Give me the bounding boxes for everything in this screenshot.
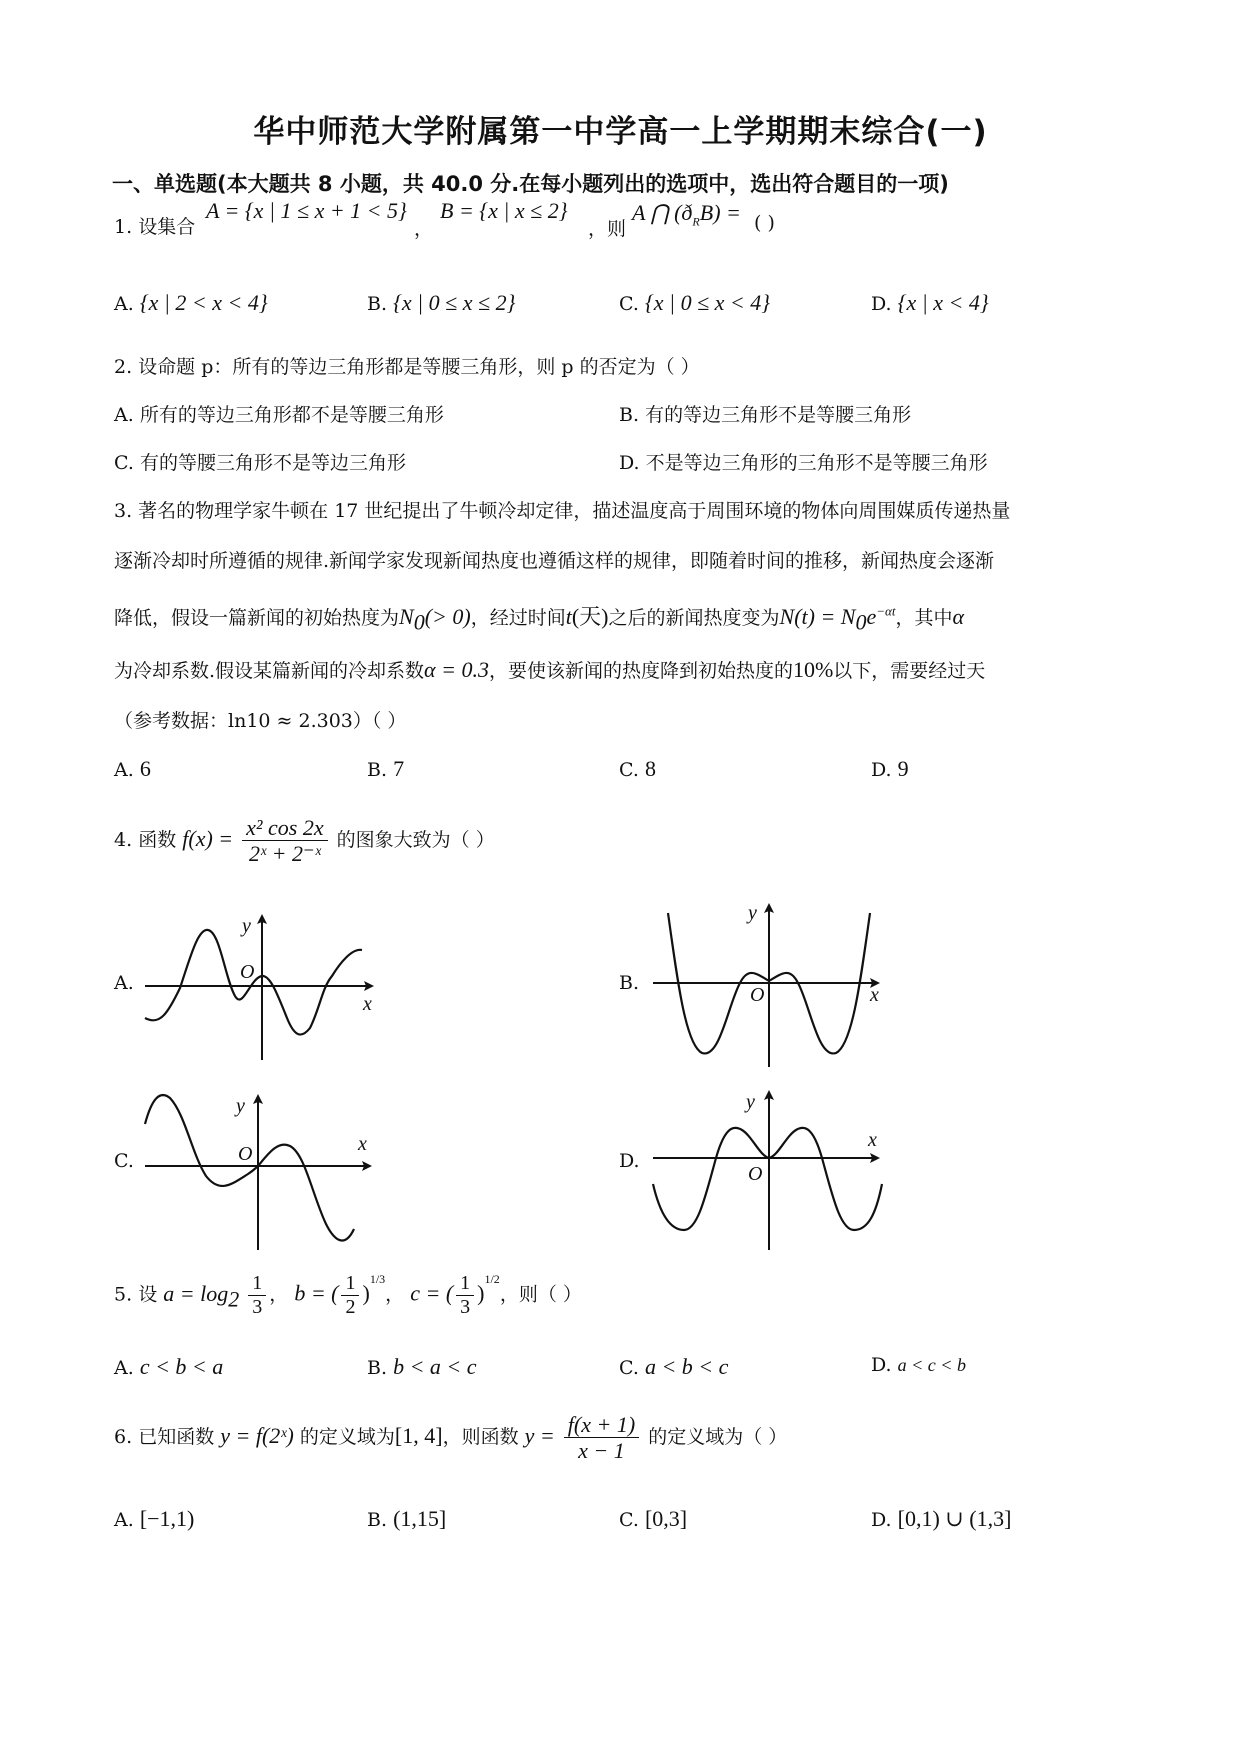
q3-option-a: A. 6 (114, 756, 151, 781)
question-4-stem: 4. 函数 f(x) = $\frac{\text{x² cos 2x}}{\text{2ˣ + 2⁻ˣ}}$ 的图象大致为（ ） (114, 815, 495, 867)
question-3-line-1: 3. 著名的物理学家牛顿在 17 世纪提出了牛顿冷却定律，描述温度高于周围环境的物体向周围媒质传递热量 (114, 500, 1011, 522)
q1-option-c: C. {x | 0 ≤ x < 4} (619, 290, 771, 315)
q2-option-c: C. 有的等腰三角形不是等边三角形 (114, 452, 406, 474)
y-label: y (242, 915, 251, 937)
question-1-stem (114, 212, 195, 239)
b-definition: b = ( (294, 1280, 339, 1306)
question-6-stem: 6. 已知函数 y = f(2ˣ) 的定义域为[1, 4]，则函数 y = $\frac{f(x + 1)}{x - 1}$ 的定义域为（ ） (114, 1412, 788, 1464)
a-fraction: $\frac{1}{3}$ (248, 1272, 266, 1319)
graph-b-label: B. (619, 972, 640, 994)
y-label: y (746, 1091, 755, 1113)
question-5-stem: 5. 设 $a = \log_2$ $\frac{1}{3}$ ， b = ( $\frac{1}{2}$ )$^{1/3}$， c = ( $\frac{1}{3}$ )$^{1/2}$，则（ ） (114, 1272, 582, 1318)
complement-expression: A ⋂ $(ð_RB)$ = (632, 200, 741, 229)
x-label: x (363, 993, 372, 1015)
graph-a (140, 908, 380, 1068)
origin-label: O (748, 1163, 763, 1185)
question-3-line-3: 降低，假设一篇新闻的初始热度为$N_0(> 0)$，经过时间t(天)之后的新闻热度变为$N(t) = N_0e^{-\alpha t}$，其中α (114, 603, 965, 635)
q6-option-c: C. [0,3] (619, 1506, 688, 1531)
origin-label: O (238, 1143, 253, 1165)
a-definition: $a = \log_2$ (163, 1280, 240, 1311)
graph-a-label: A. (114, 972, 134, 994)
answer-paren: ( ) (754, 212, 775, 234)
q5-option-c: C. a < b < c (619, 1354, 729, 1379)
q2-option-d: D. 不是等边三角形的三角形不是等腰三角形 (619, 452, 988, 474)
q6-option-a: A. [−1,1) (114, 1506, 195, 1531)
page-title: 华中师范大学附属第一中学高一上学期期末综合(一) (253, 114, 988, 150)
x-label: x (358, 1133, 367, 1155)
set-b-expression: B = {x | x ≤ 2} (440, 198, 568, 223)
y-label: y (748, 902, 757, 924)
question-2-stem: 2. 设命题 p：所有的等边三角形都是等腰三角形，则 p 的否定为（ ） (114, 356, 700, 378)
b-fraction: $\frac{1}{2}$ (341, 1272, 359, 1319)
question-text: 设集合 (138, 216, 196, 238)
q3-option-d: D. 9 (871, 756, 909, 781)
graph-b (648, 895, 888, 1070)
q5-option-d: D. a < c < b (871, 1354, 966, 1376)
q3-option-b: B. 7 (367, 756, 405, 781)
y-label: y (236, 1095, 245, 1117)
graph-d-curve (653, 1128, 882, 1230)
q5-option-b: B. b < a < c (367, 1354, 477, 1379)
origin-label: O (240, 961, 255, 983)
q4-fraction: $\frac{\text{x² cos 2x}}{\text{2ˣ + 2⁻ˣ}}$ (242, 815, 327, 867)
origin-label: O (750, 984, 765, 1006)
q5-option-a: A. c < b < a (114, 1354, 224, 1379)
comma: ， (414, 218, 434, 240)
then-text: ，则 (588, 218, 627, 240)
q3-option-c: C. 8 (619, 756, 656, 781)
graph-d-label: D. (619, 1150, 640, 1172)
set-a-expression: A = {x | 1 ≤ x + 1 < 5} (206, 198, 407, 223)
question-number: 1. (114, 216, 133, 238)
graph-c-label: C. (114, 1150, 134, 1172)
q1-option-d: D. {x | x < 4} (871, 290, 989, 315)
graph-c (140, 1084, 380, 1254)
q6-fraction: $\frac{f(x + 1)}{x - 1}$ (564, 1412, 639, 1464)
question-3-line-2: 逐渐冷却时所遵循的规律.新闻学家发现新闻热度也遵循这样的规律，即随着时间的推移，新闻热度会逐渐 (114, 550, 995, 572)
question-3-line-5: （参考数据：ln10 ≈ 2.303）（ ） (114, 710, 407, 732)
x-label: x (870, 984, 879, 1006)
q6-option-d: D. [0,1) ∪ (1,3] (871, 1506, 1012, 1531)
q2-option-a: A. 所有的等边三角形都不是等腰三角形 (114, 404, 444, 426)
q1-option-a: A. {x | 2 < x < 4} (114, 290, 268, 315)
section-heading: 一、单选题(本大题共 8 小题，共 40.0 分.在每小题列出的选项中，选出符合题目的一项) (112, 172, 949, 196)
graph-d (648, 1084, 888, 1254)
c-fraction: $\frac{1}{3}$ (456, 1272, 474, 1319)
q6-option-b: B. (1,15] (367, 1506, 447, 1531)
c-definition: c = ( (410, 1280, 454, 1306)
graph-c-curve (145, 1095, 354, 1240)
q2-option-b: B. 有的等边三角形不是等腰三角形 (619, 404, 912, 426)
x-label: x (868, 1129, 877, 1151)
q1-option-b: B. {x | 0 ≤ x ≤ 2} (367, 290, 516, 315)
question-3-line-4: 为冷却系数.假设某篇新闻的冷却系数α = 0.3，要使该新闻的热度降到初始热度的10%以下，需要经过天 (114, 657, 986, 682)
